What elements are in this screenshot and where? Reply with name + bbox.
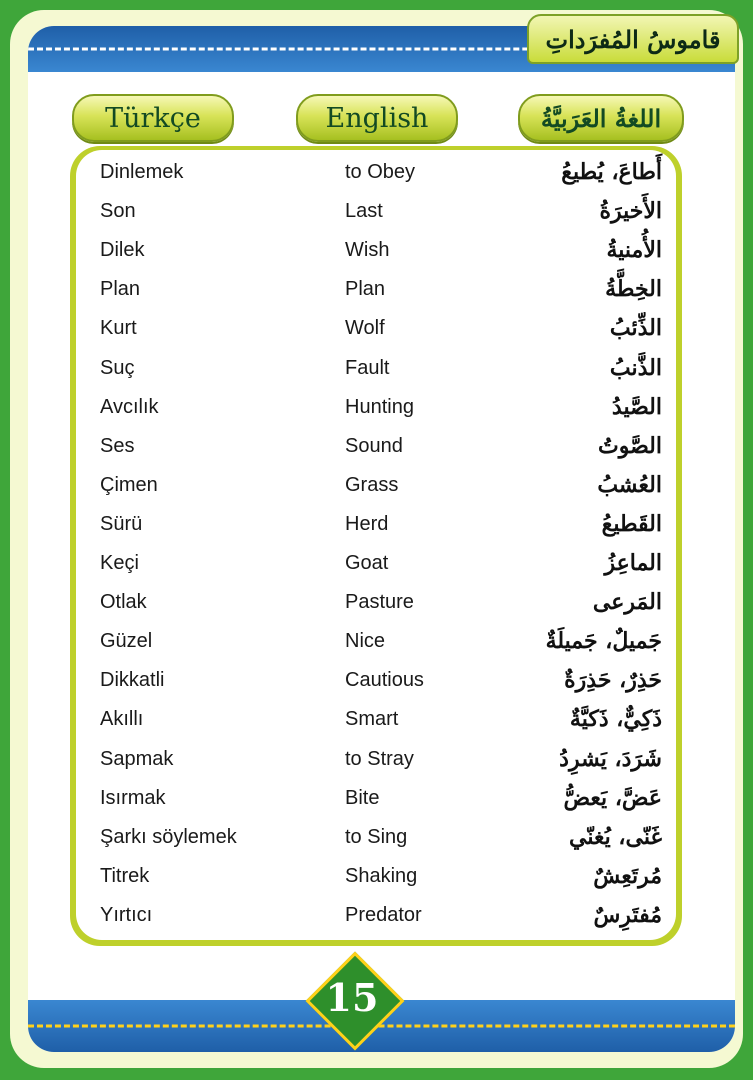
turkish-word: Şarkı söylemek	[100, 825, 237, 848]
turkish-word: Avcılık	[100, 395, 159, 418]
english-word: Nice	[345, 630, 386, 653]
turkish-word: Dikkatli	[100, 669, 165, 692]
english-word: Grass	[345, 473, 399, 496]
arabic-word: ذَكِيٌّ، ذَكيَّةٌ	[569, 706, 662, 733]
turkish-word: Isırmak	[100, 786, 166, 809]
turkish-word: Suç	[100, 356, 135, 379]
arabic-word: شَرَدَ، يَشرِدُ	[559, 745, 662, 772]
arabic-word: الذِّئبُ	[609, 315, 662, 342]
vocab-row	[76, 270, 676, 309]
vocabulary-table	[76, 150, 676, 940]
english-word: Bite	[345, 786, 380, 809]
arabic-word: جَميلٌ، جَميلَةٌ	[545, 628, 662, 655]
arabic-word: مُفتَرِسٌ	[593, 901, 662, 928]
arabic-word: الأَخيرَةُ	[599, 198, 662, 225]
vocab-row	[76, 153, 676, 192]
arabic-word: الخِطَّةُ	[605, 276, 662, 303]
english-word: Predator	[345, 903, 422, 926]
arabic-word: مُرتَعِشٌ	[593, 862, 662, 889]
arabic-word: الذَّنبُ	[609, 354, 662, 381]
turkish-word: Sapmak	[100, 747, 174, 770]
english-word: Fault	[345, 356, 390, 379]
arabic-word: القَطيعُ	[601, 510, 662, 537]
vocab-row	[76, 505, 676, 544]
vocab-row	[76, 427, 676, 466]
turkish-word: Kurt	[100, 317, 137, 340]
vocab-row	[76, 309, 676, 348]
vocab-row	[76, 779, 676, 818]
arabic-word: الصَّوتُ	[598, 432, 662, 459]
column-header-arabic: اللغةُ العَرَبيَّةُ	[518, 94, 684, 142]
arabic-word: حَذِرٌ، حَذِرَةٌ	[564, 667, 662, 694]
vocab-row	[76, 622, 676, 661]
turkish-word: Otlak	[100, 591, 147, 614]
english-word: Cautious	[345, 669, 424, 692]
english-word: Smart	[345, 708, 399, 731]
arabic-word: الماعِزُ	[604, 550, 662, 576]
turkish-word: Ses	[100, 434, 135, 457]
turkish-word: Güzel	[100, 630, 153, 653]
arabic-word: عَضَّ، يَعضُّ	[563, 784, 662, 811]
vocab-row	[76, 544, 676, 583]
vocab-row	[76, 700, 676, 739]
vocab-row	[76, 192, 676, 231]
turkish-word: Keçi	[100, 552, 139, 574]
arabic-word: أَطاعَ، يُطيعُ	[561, 159, 662, 185]
english-word: to Sing	[345, 825, 408, 848]
english-word: Shaking	[345, 864, 418, 887]
english-word: to Stray	[345, 747, 414, 770]
arabic-word: غَنّى، يُغنّي	[569, 823, 662, 850]
vocab-row	[76, 388, 676, 427]
arabic-word: العُشبُ	[597, 471, 662, 498]
dictionary-title: قاموسُ المُفرَداتِ	[527, 14, 739, 64]
arabic-word: الأُمنيةُ	[606, 237, 662, 264]
vocab-row	[76, 857, 676, 896]
vocab-row	[76, 661, 676, 700]
turkish-word: Dilek	[100, 239, 145, 262]
english-word: Wish	[345, 239, 390, 262]
turkish-word: Son	[100, 200, 136, 223]
vocab-row	[76, 896, 676, 935]
turkish-word: Sürü	[100, 512, 143, 535]
vocab-row	[76, 740, 676, 779]
vocab-row	[76, 349, 676, 388]
vocab-row	[76, 231, 676, 270]
english-word: Sound	[345, 434, 403, 457]
turkish-word: Çimen	[100, 473, 158, 496]
english-word: Goat	[345, 552, 389, 574]
turkish-word: Akıllı	[100, 708, 144, 731]
english-word: Pasture	[345, 591, 414, 614]
english-word: Last	[345, 200, 383, 223]
turkish-word: Yırtıcı	[100, 903, 153, 926]
english-word: Hunting	[345, 395, 414, 418]
arabic-word: المَرعى	[592, 589, 662, 616]
vocab-row	[76, 583, 676, 622]
turkish-word: Titrek	[100, 864, 150, 887]
turkish-word: Plan	[100, 278, 141, 301]
column-header-english: English	[296, 94, 458, 142]
english-word: Herd	[345, 512, 389, 535]
vocab-row	[76, 466, 676, 505]
english-word: to Obey	[345, 161, 416, 183]
turkish-word: Dinlemek	[100, 161, 184, 183]
arabic-word: الصَّيدُ	[611, 393, 662, 420]
english-word: Plan	[345, 278, 386, 301]
vocab-row	[76, 818, 676, 857]
column-header-turkish: Türkçe	[72, 94, 234, 142]
english-word: Wolf	[345, 317, 385, 340]
page-number: 15	[325, 975, 379, 1020]
